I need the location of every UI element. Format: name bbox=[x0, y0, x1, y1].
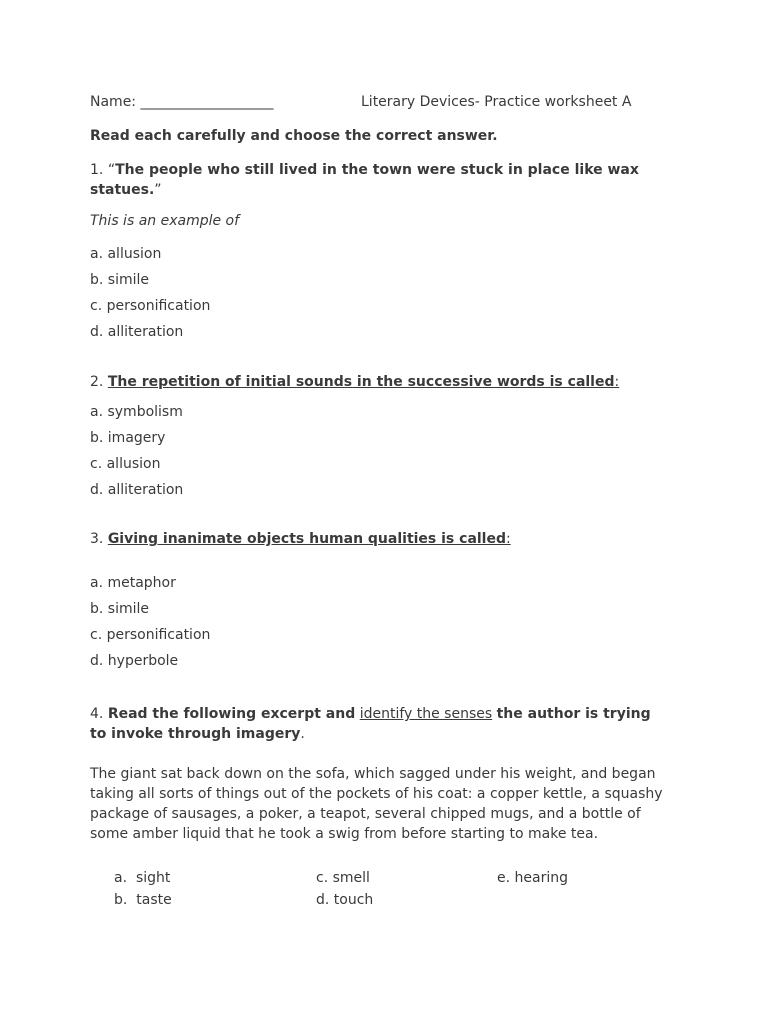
open-quote: “ bbox=[107, 162, 116, 178]
question-4-underlined: identify the senses bbox=[359, 706, 493, 722]
name-label: Name: bbox=[90, 94, 137, 110]
name-line bbox=[90, 94, 273, 110]
option-label: taste bbox=[136, 892, 172, 908]
option-4a[interactable] bbox=[114, 870, 170, 886]
option-letter: c. bbox=[316, 870, 329, 886]
option-1a[interactable]: a. allusion bbox=[90, 246, 162, 262]
question-4 bbox=[90, 704, 670, 744]
worksheet-title: Literary Devices- Practice worksheet A bbox=[361, 94, 632, 110]
option-letter: a. bbox=[114, 870, 128, 886]
option-label: hearing bbox=[514, 870, 569, 886]
option-4d[interactable] bbox=[316, 892, 373, 908]
question-number: 4. bbox=[90, 706, 104, 722]
question-4-text-part2: the author is trying to invoke through imagery bbox=[90, 706, 651, 742]
instructions: Read each carefully and choose the correct answer. bbox=[90, 128, 498, 144]
question-number: 1. bbox=[90, 162, 104, 178]
name-blank[interactable]: ___________________ bbox=[140, 94, 274, 110]
option-1d[interactable]: d. alliteration bbox=[90, 324, 184, 340]
question-number: 3. bbox=[90, 531, 104, 547]
question-3-text: Giving inanimate objects human qualities is called bbox=[107, 531, 506, 547]
question-3-colon: : bbox=[506, 531, 511, 547]
question-2-colon: : bbox=[614, 374, 620, 390]
option-4b[interactable] bbox=[114, 892, 172, 908]
option-3c[interactable]: c. personification bbox=[90, 627, 211, 643]
question-1-prompt: This is an example of bbox=[90, 213, 240, 229]
excerpt: The giant sat back down on the sofa, which sagged under his weight, and began taking all sorts of things out of the pockets of his coat: a copper kettle, a squashy package of sausages, a poker, a teapot, several chipped mugs, and a bottle of some amber liquid that he took a swig from before starting to make tea. bbox=[90, 766, 663, 842]
close-quote: ” bbox=[154, 182, 162, 198]
option-3d[interactable]: d. hyperbole bbox=[90, 653, 179, 669]
question-2 bbox=[90, 374, 619, 390]
option-label: smell bbox=[332, 870, 370, 886]
question-4-period: . bbox=[300, 726, 305, 742]
option-1b[interactable]: b. simile bbox=[90, 272, 150, 288]
option-1c[interactable]: c. personification bbox=[90, 298, 211, 314]
option-label: touch bbox=[333, 892, 374, 908]
question-3 bbox=[90, 531, 511, 547]
option-label: sight bbox=[135, 870, 171, 886]
question-number: 2. bbox=[90, 374, 104, 390]
option-2c[interactable]: c. allusion bbox=[90, 456, 161, 472]
question-2-text: The repetition of initial sounds in the successive words is called bbox=[107, 374, 615, 390]
option-4e[interactable] bbox=[497, 870, 568, 886]
option-4c[interactable] bbox=[316, 870, 370, 886]
option-3a[interactable]: a. metaphor bbox=[90, 575, 176, 591]
option-letter: d. bbox=[316, 892, 330, 908]
option-3b[interactable]: b. simile bbox=[90, 601, 150, 617]
option-2a[interactable]: a. symbolism bbox=[90, 404, 183, 420]
question-1-quote: The people who still lived in the town were stuck in place like wax statues. bbox=[90, 162, 639, 198]
option-2b[interactable]: b. imagery bbox=[90, 430, 166, 446]
option-letter: e. bbox=[497, 870, 511, 886]
question-4-text-part1: Read the following excerpt and bbox=[107, 706, 356, 722]
option-letter: b. bbox=[114, 892, 128, 908]
option-2d[interactable]: d. alliteration bbox=[90, 482, 184, 498]
question-1 bbox=[90, 160, 670, 200]
